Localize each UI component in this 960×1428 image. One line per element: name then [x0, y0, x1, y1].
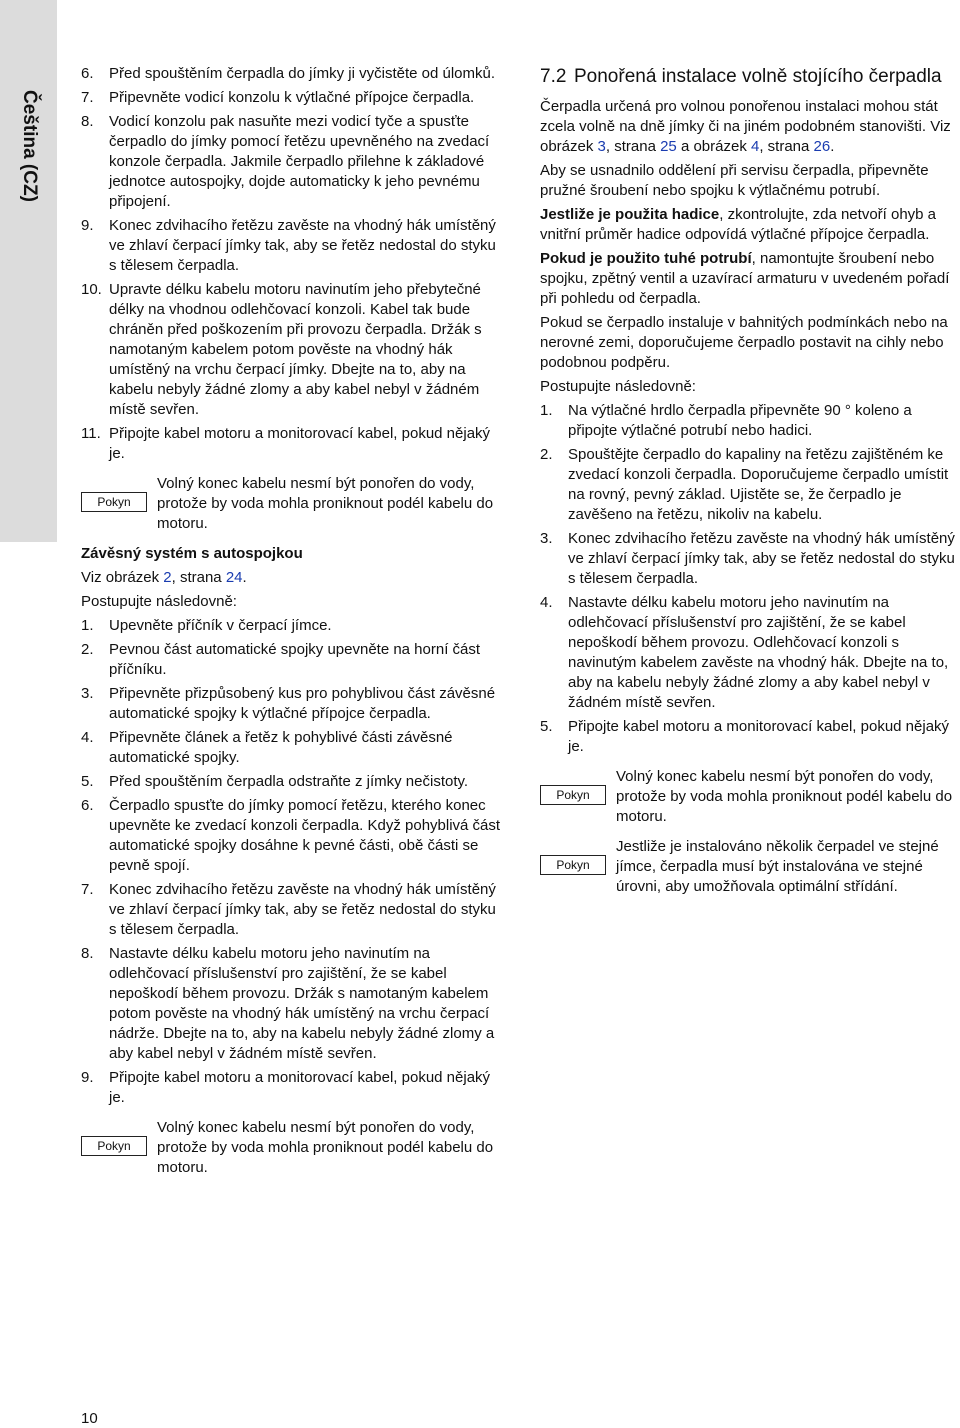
step-text: Připevněte článek a řetěz k pohyblivé části závěsné automatické spojky.: [109, 729, 453, 766]
list-item: [81, 424, 506, 464]
note-text: Volný konec kabelu nesmí být ponořen do vody, protože by voda mohla proniknout podél kabelu do motoru.: [157, 1119, 494, 1176]
list-item: [540, 529, 960, 589]
step-number: 11.: [81, 425, 101, 442]
step-text: Připojte kabel motoru a monitorovací kabel, pokud nějaký je.: [109, 1069, 491, 1106]
note-label: Pokyn: [540, 855, 606, 875]
list-item: [81, 728, 506, 768]
paragraph: Pokud se čerpadlo instaluje v bahnitých podmínkách nebo na nerovné zemi, doporučujeme čerpadlo postavit na cihly nebo podobnou podpěru.: [540, 314, 948, 371]
section-heading: [540, 64, 960, 89]
list-item: [81, 640, 506, 680]
step-number: 3.: [81, 685, 94, 702]
para-text: , namontujte šroubení nebo spojku, zpětný ventil a uzavírací armaturu v uvedeném pořadí při pohledu od čerpadla.: [540, 250, 950, 307]
note-label: Pokyn: [81, 492, 147, 512]
list-item: [81, 88, 506, 108]
step-number: 2.: [81, 641, 94, 658]
page-link[interactable]: 24: [225, 569, 243, 586]
page-number: 10: [81, 1410, 98, 1427]
para-text: .: [830, 138, 835, 155]
list-item: [540, 401, 960, 441]
step-text: Připojte kabel motoru a monitorovací kabel, pokud nějaký je.: [568, 718, 950, 755]
step-text: Upevněte příčník v čerpací jímce.: [109, 617, 332, 634]
para-text: , strana: [605, 138, 661, 155]
ref-text: Viz obrázek: [81, 569, 164, 586]
step-number: 9.: [81, 217, 94, 234]
figure-reference: [81, 568, 506, 588]
steps-list-a: [81, 64, 506, 464]
step-number: 5.: [81, 773, 94, 790]
step-text: Před spouštěním čerpadla do jímky ji vyčistěte od úlomků.: [109, 65, 496, 82]
step-number: 5.: [540, 718, 553, 735]
list-item: [81, 796, 506, 876]
note-label: Pokyn: [540, 785, 606, 805]
bold-text: Pokud je použito tuhé potrubí: [540, 250, 752, 267]
steps-list: [540, 401, 960, 757]
list-item: [81, 112, 506, 212]
step-text: Připevněte přizpůsobený kus pro pohyblivou část závěsné automatické spojky k výtlačné přípojce čerpadla.: [109, 685, 496, 722]
list-item: [81, 772, 506, 792]
list-item: [81, 616, 506, 636]
section-number: 7.2: [540, 66, 567, 87]
note-box: [81, 474, 506, 534]
list-item: [540, 593, 960, 713]
left-column: [81, 64, 506, 1186]
paragraph: [540, 249, 960, 309]
list-item: [540, 445, 960, 525]
figure-link[interactable]: 3: [597, 138, 606, 155]
proceed-text: Postupujte následovně:: [540, 378, 696, 395]
para-text: Čerpadla určená pro volnou ponořenou instalaci mohou stát zcela volně na dně jímky či na jiném podobném stanovišti. Viz obrázek: [540, 98, 951, 155]
paragraph: [540, 97, 960, 157]
note-box: [81, 1118, 506, 1178]
step-text: Vodicí konzolu pak nasuňte mezi vodicí tyče a spusťte čerpadlo do jímky pomocí řetězu upevněného na zvedací konzole čerpadla. Jakmile čerpadlo přilehne k základové jednotce autospojky, dojde automaticky k jeho pevnému připojení.: [109, 113, 490, 210]
bold-text: Jestliže je použita hadice: [540, 206, 720, 223]
list-item: [81, 1068, 506, 1108]
step-number: 2.: [540, 446, 553, 463]
step-number: 9.: [81, 1069, 94, 1086]
list-item: [81, 216, 506, 276]
note-box: [540, 837, 960, 897]
step-number: 7.: [81, 881, 94, 898]
list-item: [540, 717, 960, 757]
paragraph: Aby se usnadnilo oddělení při servisu čerpadla, připevněte pružné šroubení nebo spojku k výtlačnému potrubí.: [540, 162, 929, 199]
subsection-heading: Závěsný systém s autospojkou: [81, 545, 303, 562]
page-link[interactable]: 25: [660, 138, 677, 155]
note-text: Volný konec kabelu nesmí být ponořen do vody, protože by voda mohla proniknout podél kabelu do motoru.: [616, 768, 953, 825]
steps-list-b: [81, 616, 506, 1108]
note-label: Pokyn: [81, 1136, 147, 1156]
para-text: a obrázek: [676, 138, 751, 155]
step-text: Před spouštěním čerpadla odstraňte z jímky nečistoty.: [109, 773, 469, 790]
figure-link[interactable]: 2: [163, 569, 172, 586]
language-label: Čeština (CZ): [19, 90, 40, 202]
step-number: 8.: [81, 113, 94, 130]
step-text: Pevnou část automatické spojky upevněte na horní část příčníku.: [109, 641, 481, 678]
step-number: 4.: [81, 729, 94, 746]
step-text: Konec zdvihacího řetězu zavěste na vhodný hák umístěný ve zhlaví čerpací jímky tak, aby se řetěz nedostal do styku s tělesem čerpadla.: [568, 530, 955, 587]
step-text: Na výtlačné hrdlo čerpadla připevněte 90 ° koleno a připojte výtlačné potrubí nebo hadici.: [568, 402, 912, 439]
list-item: [81, 880, 506, 940]
step-text: Nastavte délku kabelu motoru jeho navinutím na odlehčovací příslušenství pro zajištění, že se kabel nepoškodí během provozu. Držák s namotaným kabelem potom pověste na vhodný hák umístěný na vrchu čerpací nádrže. Dbejte na to, aby na kabelu nebyly žádné zlomy a aby kabel nebyl v žádném místě sevřen.: [109, 945, 495, 1062]
step-number: 10.: [81, 281, 102, 298]
step-text: Nastavte délku kabelu motoru jeho navinutím na odlehčovací příslušenství pro zajištění, že se kabel nepoškodí během provozu. Odlehčovací konzoli s navinutým kabelem zavěste na vhodný hák. Dbejte na to, aby na kabelu nebyly žádné zlomy a aby kabel nebyl v žádném místě sevřen.: [568, 594, 949, 711]
step-number: 1.: [540, 402, 553, 419]
note-box: [540, 767, 960, 827]
list-item: [81, 944, 506, 1064]
step-number: 6.: [81, 797, 94, 814]
step-number: 1.: [81, 617, 94, 634]
list-item: [81, 684, 506, 724]
page-link[interactable]: 26: [813, 138, 831, 155]
proceed-text: Postupujte následovně:: [81, 593, 237, 610]
list-item: [81, 64, 506, 84]
step-text: Konec zdvihacího řetězu zavěste na vhodný hák umístěný ve zhlaví čerpací jímky tak, aby se řetěz nedostal do styku s tělesem čerpadla.: [109, 217, 496, 274]
section-title: Ponořená instalace volně stojícího čerpadla: [574, 66, 942, 87]
right-column: [540, 64, 960, 905]
note-text: Jestliže je instalováno několik čerpadel ve stejné jímce, čerpadla musí být instalována ve stejné úrovni, aby umožňovala optimální střídání.: [616, 838, 939, 895]
step-number: 6.: [81, 65, 94, 82]
language-side-tab: [0, 0, 57, 542]
figure-link[interactable]: 4: [751, 138, 760, 155]
paragraph: [540, 205, 960, 245]
step-number: 3.: [540, 530, 553, 547]
ref-text: .: [242, 569, 247, 586]
step-text: Spouštějte čerpadlo do kapaliny na řetězu zajištěném ke zvedací konzoli čerpadla. Doporučujeme čerpadlo umístit na rovný, pevný základ. Ujistěte se, že čerpadlo je zavěšeno na řetězu, nikoliv na kabelu.: [568, 446, 949, 523]
step-text: Upravte délku kabelu motoru navinutím jeho přebytečné délky na vhodnou odlehčovací konzoli. Kabel tak bude chráněn před poškozením při provozu čerpadla. Držák s namotaným kabelem potom pověste na vhodný hák umístěný na vrchu čerpací jímky. Dbejte na to, aby na kabelu nebyly žádné zlomy a aby kabel nebyl v žádném místě sevřen.: [109, 281, 482, 418]
step-text: Konec zdvihacího řetězu zavěste na vhodný hák umístěný ve zhlaví čerpací jímky tak, aby se řetěz nedostal do styku s tělesem čerpadla.: [109, 881, 496, 938]
step-number: 4.: [540, 594, 553, 611]
step-text: Čerpadlo spusťte do jímky pomocí řetězu, kterého konec upevněte ke zvedací konzoli čerpadla. Když pohyblivá část automatické spojky dosáhne k pevné části, obě části se pevně spojí.: [109, 797, 501, 874]
ref-text: , strana: [171, 569, 226, 586]
note-text: Volný konec kabelu nesmí být ponořen do vody, protože by voda mohla proniknout podél kabelu do motoru.: [157, 475, 494, 532]
para-text: , zkontrolujte, zda netvoří ohyb a vnitřní průměr hadice odpovídá výtlačné přípojce čerpadla.: [540, 206, 937, 243]
step-text: Připojte kabel motoru a monitorovací kabel, pokud nějaký je.: [109, 425, 491, 462]
step-number: 8.: [81, 945, 94, 962]
para-text: , strana: [759, 138, 814, 155]
step-number: 7.: [81, 89, 94, 106]
list-item: [81, 280, 506, 420]
step-text: Připevněte vodicí konzolu k výtlačné přípojce čerpadla.: [109, 89, 475, 106]
